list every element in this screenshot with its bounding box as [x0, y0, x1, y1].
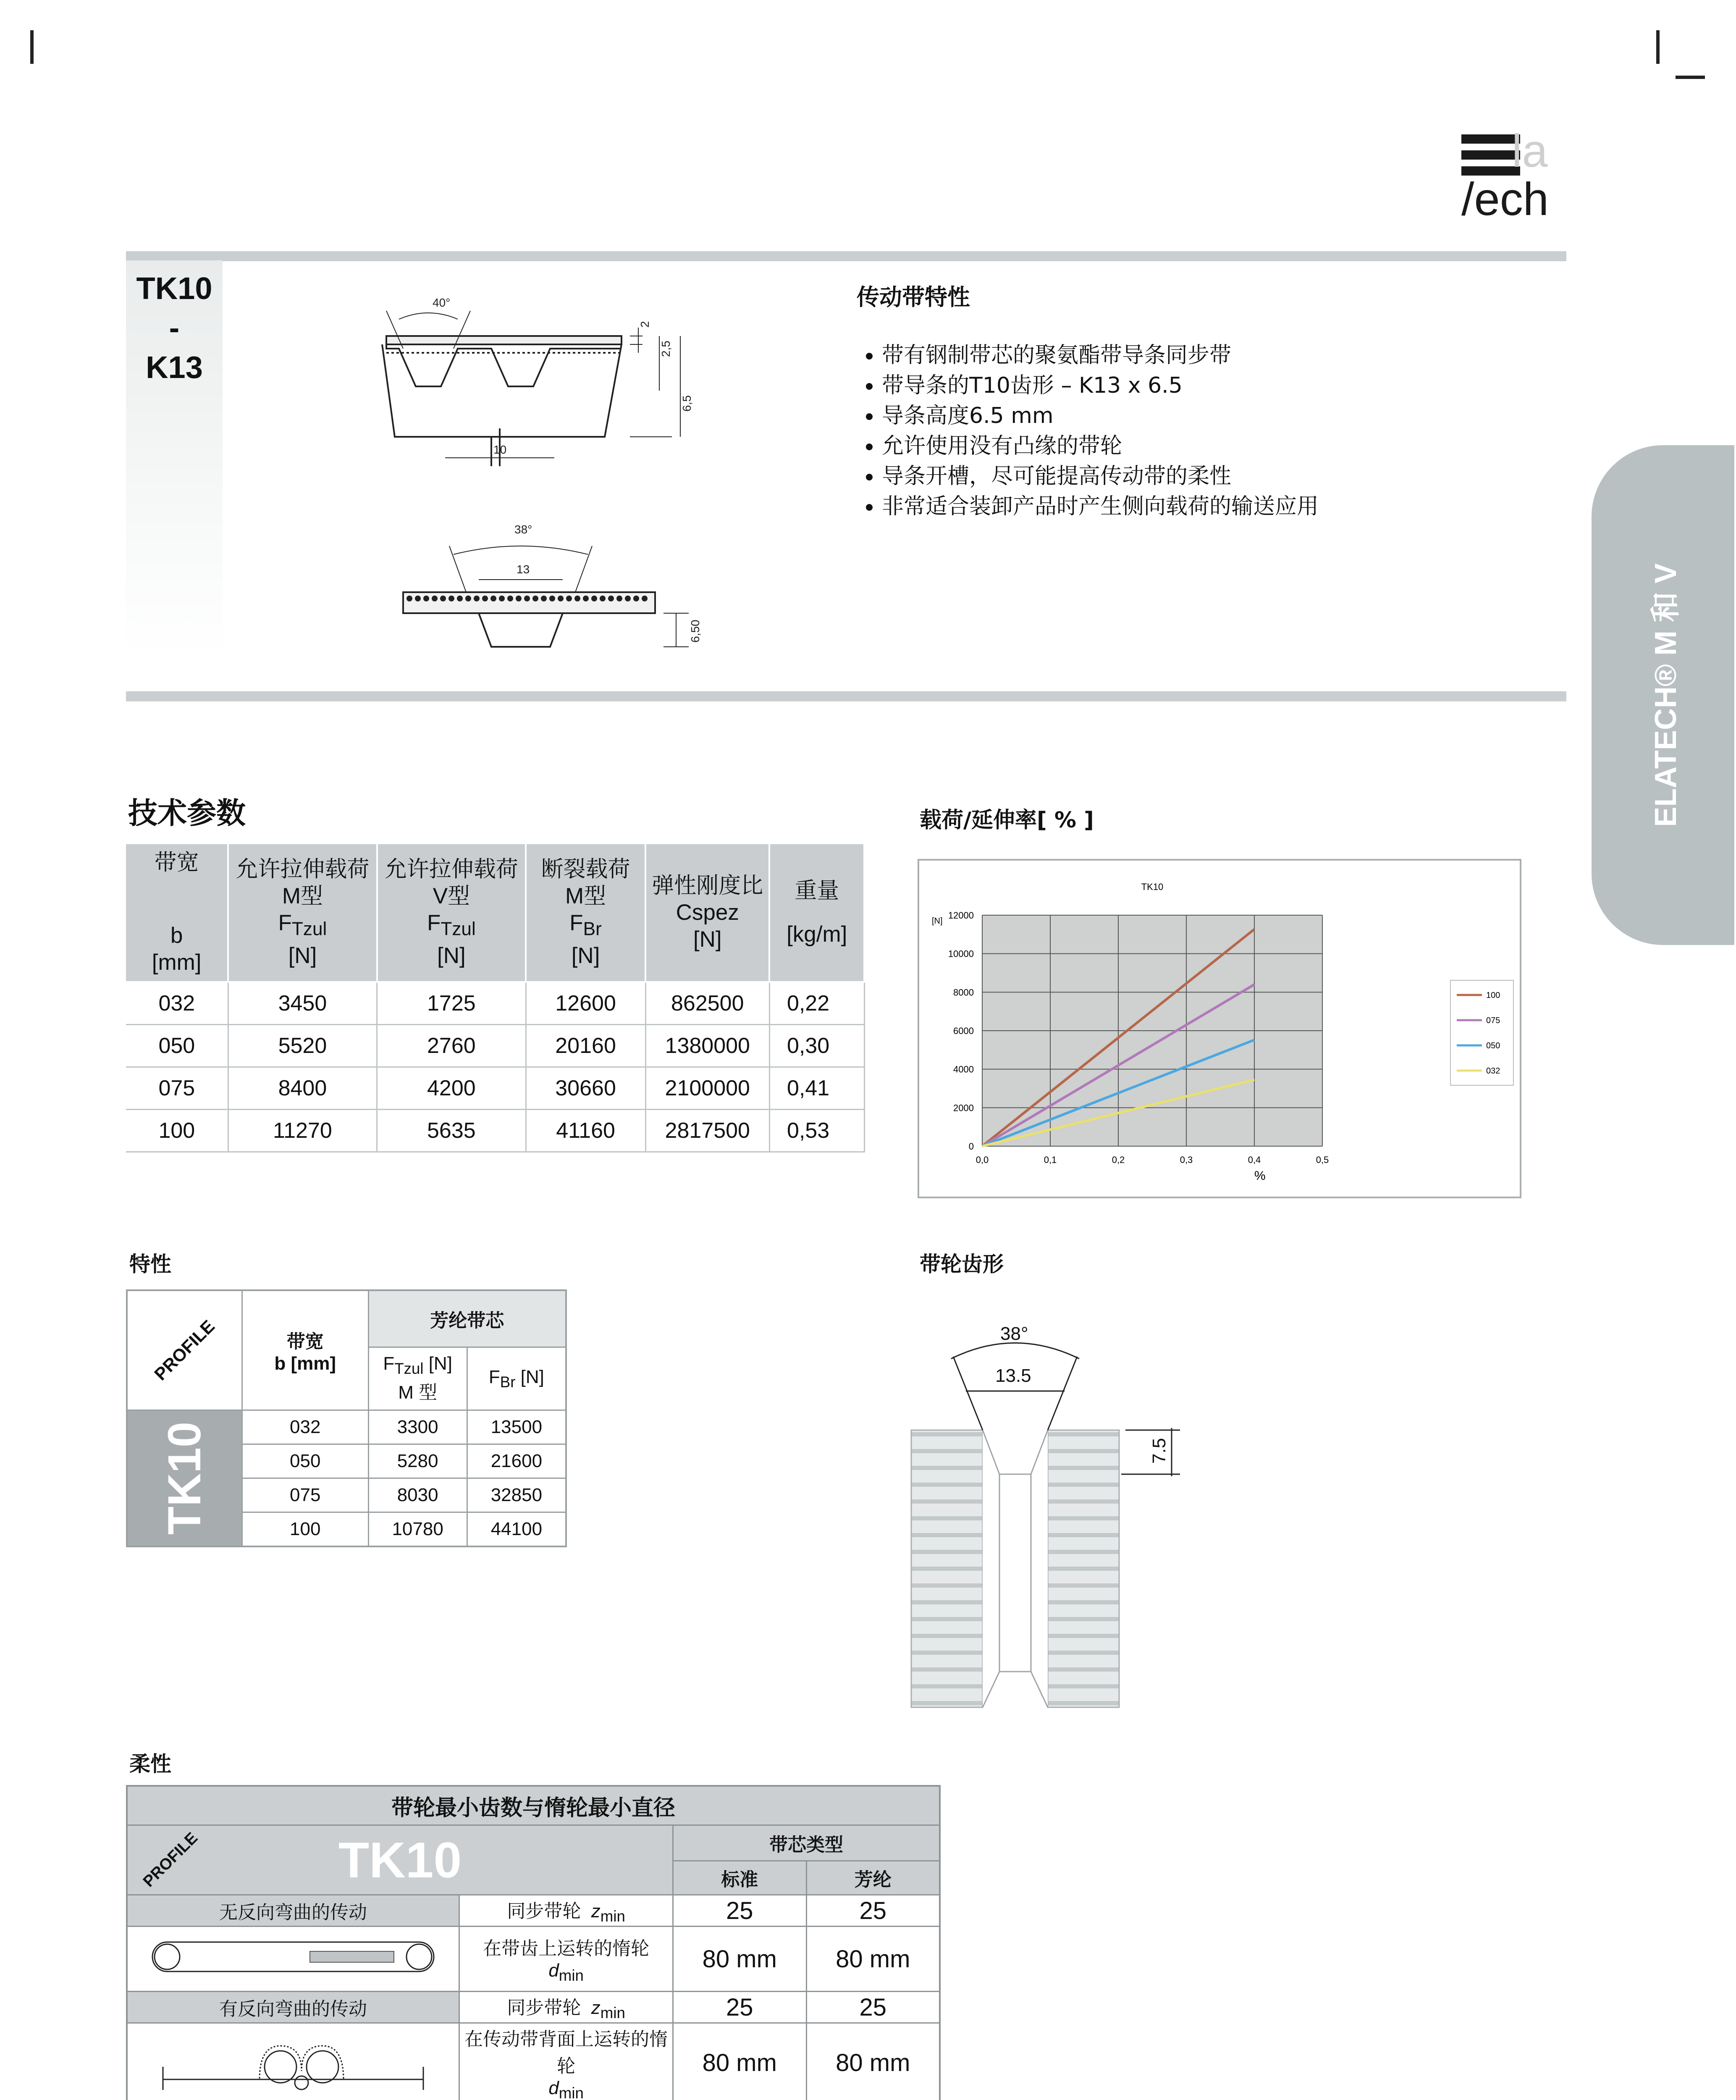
table-row	[126, 1025, 864, 1067]
idler-teeth-label	[459, 1927, 673, 1992]
header-band-bottom	[126, 691, 1566, 701]
feature-item: • 导条开槽，尽可能提高传动带的柔性	[882, 461, 1512, 491]
x-tick-label: 0,4	[1248, 1155, 1261, 1165]
feature-item: • 带有钢制带芯的聚氨酯带导条同步带	[882, 340, 1512, 370]
features-title: 传动带特性	[857, 284, 970, 310]
cell: 075	[242, 1478, 368, 1512]
feature-item: • 导条高度6.5 mm	[882, 401, 1512, 431]
col-standard: 标准	[673, 1861, 806, 1895]
width-header-l2: b [mm]	[274, 1353, 336, 1374]
cell: 100	[126, 1110, 228, 1152]
load-elongation-chart	[919, 861, 1520, 1197]
col-width-l3: b	[170, 923, 183, 948]
col-aramid: 芳纶	[806, 1861, 940, 1895]
flex-table-title: 带轮最小齿数与惰轮最小直径	[127, 1786, 940, 1825]
cell: 25	[673, 1895, 806, 1927]
pulley-title: 带轮齿形	[920, 1252, 1004, 1276]
y-tick-label: 4000	[953, 1064, 974, 1075]
with-reverse-diagram-cell	[127, 2023, 459, 2100]
col-ftzul-m-sym: $F_{Tzul}$	[278, 910, 327, 940]
cell: 25	[673, 1992, 806, 2023]
crop-mark	[1656, 30, 1660, 64]
reverse-drive-icon	[142, 2029, 444, 2092]
feature-item: • 带导条的T10齿形 – K13 x 6.5	[882, 370, 1512, 401]
cell: 8030	[368, 1478, 467, 1512]
dim-height-guide: 6,50	[689, 620, 702, 643]
side-tab-label: ELATECH® M 和 V	[1649, 563, 1683, 827]
cell: 2100000	[645, 1067, 769, 1110]
sync-pulley-label-2: 同步带轮 $z_{min}$	[459, 1992, 673, 2023]
y-tick-label: 2000	[953, 1102, 974, 1113]
col-weight	[769, 844, 864, 982]
table-row	[127, 1410, 566, 1444]
y-tick-label: 0	[968, 1141, 974, 1152]
cell: 0,53	[769, 1110, 864, 1152]
profile-tag-line3: K13	[146, 350, 203, 385]
cell: 100	[242, 1512, 368, 1547]
cell: 80 mm	[806, 2023, 940, 2100]
no-reverse-diagram-cell	[127, 1927, 459, 1992]
cell: 13500	[467, 1410, 566, 1444]
cord-type-header: 带芯类型	[673, 1825, 940, 1861]
sync-pulley-label: 同步带轮 $z_{min}$	[459, 1895, 673, 1927]
cell: 032	[126, 982, 228, 1025]
dim-angle-top: 40°	[433, 296, 451, 309]
logo-letters-bottom: /ech	[1461, 173, 1549, 225]
cell: 4200	[377, 1067, 526, 1110]
table-row	[126, 1110, 864, 1152]
tech-title: 技术参数	[128, 796, 246, 830]
elatech-logo	[1461, 126, 1562, 231]
col-ftzul-v	[377, 844, 526, 982]
col-ftzul-v-l2: V型	[433, 883, 470, 908]
idler-back-text: 在传动带背面上运转的惰轮	[464, 2029, 668, 2076]
belt-profile-drawing	[370, 286, 714, 664]
col-cspez	[645, 844, 769, 982]
y-tick-label: 10000	[948, 948, 974, 959]
header-band-top	[126, 251, 1566, 261]
cell: 5280	[368, 1444, 467, 1478]
dim-pitch: 10	[493, 443, 507, 456]
col-ftzul-m-l4: [N]	[288, 943, 317, 969]
cell: 3300	[368, 1410, 467, 1444]
col-weight-l4: [kg/m]	[787, 922, 847, 947]
legend-label: 050	[1486, 1041, 1500, 1050]
x-tick-label: 0,1	[1044, 1155, 1057, 1165]
flex-table	[126, 1785, 941, 2100]
flex-title: 柔性	[129, 1752, 171, 1776]
col-ftzul-m-l2: M型	[282, 883, 323, 908]
x-tick-label: 0,0	[976, 1155, 989, 1165]
cell: 3450	[228, 982, 377, 1025]
flex-profile-cell	[127, 1825, 673, 1895]
cell: 32850	[467, 1478, 566, 1512]
cell: 80 mm	[673, 1927, 806, 1992]
features-list	[857, 340, 1512, 522]
ftzul-type: M 型	[398, 1382, 438, 1403]
idler-teeth-sym: $d_{min}$	[548, 1960, 584, 1984]
width-header	[242, 1290, 368, 1410]
cell: 12600	[526, 982, 645, 1025]
col-width	[126, 844, 228, 982]
col-width-l4: [mm]	[152, 950, 202, 975]
cell: 80 mm	[806, 1927, 940, 1992]
legend-label: 100	[1486, 991, 1500, 1000]
col-ftzul-m	[228, 844, 377, 982]
cell: 1725	[377, 982, 526, 1025]
cell: 25	[806, 1992, 940, 2023]
cell: 30660	[526, 1067, 645, 1110]
col-fbr-l2: M型	[565, 883, 606, 908]
table-row	[126, 1067, 864, 1110]
col-ftzul-v-l4: [N]	[437, 943, 466, 969]
crop-mark	[30, 30, 34, 64]
with-reverse-label: 有反向弯曲的传动	[127, 1992, 459, 2023]
dim-25: 2,5	[659, 341, 672, 357]
cell: 10780	[368, 1512, 467, 1547]
flex-profile-label: PROFILE	[139, 1829, 202, 1891]
flex-profile-value: TK10	[338, 1832, 462, 1888]
legend-label: 075	[1486, 1016, 1500, 1025]
col-ftzul-v-l1: 允许拉伸载荷	[384, 856, 518, 882]
col-ftzul-m-l1: 允许拉伸载荷	[236, 856, 370, 882]
idler-teeth-text: 在带齿上运转的惰轮	[483, 1938, 650, 1959]
y-tick-label: 6000	[953, 1026, 974, 1036]
col-cspez-l1: 弹性刚度比	[652, 873, 763, 898]
tech-header-row	[126, 844, 864, 982]
cell: 25	[806, 1895, 940, 1927]
pulley-width: 13.5	[995, 1365, 1031, 1386]
profile-cell	[127, 1290, 242, 1410]
profile-value: TK10	[158, 1422, 210, 1535]
profile-tag-line2: -	[169, 310, 180, 345]
col-cspez-l2: Cspez	[676, 900, 739, 925]
profile-value-cell	[127, 1410, 242, 1547]
logo-letters-top: la	[1512, 125, 1548, 177]
col-fbr-l1: 断裂载荷	[541, 856, 630, 882]
x-tick-label: 0,2	[1112, 1155, 1125, 1165]
cell: 0,22	[769, 982, 864, 1025]
x-tick-label: 0,5	[1316, 1155, 1329, 1165]
cell: 2760	[377, 1025, 526, 1067]
cell: 075	[126, 1067, 228, 1110]
dim-2: 2	[638, 321, 651, 328]
cell: 21600	[467, 1444, 566, 1478]
no-reverse-label: 无反向弯曲的传动	[127, 1895, 459, 1927]
props-title: 特性	[129, 1252, 171, 1276]
pulley-angle: 38°	[1000, 1323, 1028, 1344]
dim-width-guide: 13	[517, 563, 530, 576]
feature-item: • 允许使用没有凸缘的带轮	[882, 431, 1512, 461]
col-ftzul-v-sym: $F_{Tzul}$	[427, 910, 476, 940]
width-header-l1: 带宽	[286, 1331, 324, 1352]
chart-section-title: 载荷/延伸率[ % ]	[920, 808, 1094, 833]
profile-tag-line1: TK10	[136, 271, 212, 306]
fbr-header: $F_{Br}$ [N]	[467, 1347, 566, 1410]
idler-back-label	[459, 2023, 673, 2100]
cell: 8400	[228, 1067, 377, 1110]
props-table	[126, 1289, 567, 1547]
legend-label: 032	[1486, 1066, 1500, 1076]
col-fbr	[526, 844, 645, 982]
y-tick-label: 8000	[953, 987, 974, 998]
no-reverse-drive-icon	[142, 1934, 444, 1980]
chart-frame	[918, 859, 1521, 1198]
x-tick-label: 0,3	[1180, 1155, 1193, 1165]
ftzul-sym: $F_{Tzul}$ [N]	[383, 1353, 452, 1377]
cell: 0,41	[769, 1067, 864, 1110]
cell: 032	[242, 1410, 368, 1444]
idler-back-sym: $d_{min}$	[548, 2078, 584, 2100]
tech-table	[126, 844, 865, 1152]
cell: 050	[242, 1444, 368, 1478]
col-fbr-sym: $F_{Br}$	[569, 910, 602, 940]
aramid-header: 芳纶带芯	[368, 1290, 566, 1347]
dim-angle-guide: 38°	[514, 523, 532, 536]
cell: 20160	[526, 1025, 645, 1067]
cell: 5520	[228, 1025, 377, 1067]
y-axis-label: [N]	[932, 916, 943, 926]
cell: 11270	[228, 1110, 377, 1152]
col-width-l1: 带宽	[154, 850, 199, 875]
y-tick-label: 12000	[948, 910, 974, 921]
chart-title: TK10	[1141, 882, 1164, 892]
col-cspez-l4: [N]	[693, 927, 722, 952]
cell: 80 mm	[673, 2023, 806, 2100]
dim-65: 6,5	[680, 395, 693, 412]
side-tab	[1592, 445, 1734, 945]
col-fbr-l4: [N]	[571, 943, 600, 969]
cell: 41160	[526, 1110, 645, 1152]
pulley-profile-drawing	[903, 1302, 1222, 1714]
cell: 2817500	[645, 1110, 769, 1152]
cell: 0,30	[769, 1025, 864, 1067]
cell: 44100	[467, 1512, 566, 1547]
col-weight-l1: 重量	[795, 878, 839, 903]
feature-item: • 非常适合装卸产品时产生侧向载荷的输送应用	[882, 491, 1512, 522]
crop-mark	[1676, 76, 1705, 79]
table-row	[126, 982, 864, 1025]
ftzul-header	[368, 1347, 467, 1410]
cell: 1380000	[645, 1025, 769, 1067]
x-axis-label: %	[1254, 1169, 1266, 1183]
pulley-depth: 7.5	[1149, 1438, 1170, 1464]
cell: 862500	[645, 982, 769, 1025]
cell: 5635	[377, 1110, 526, 1152]
profile-label: PROFILE	[150, 1316, 219, 1384]
profile-tag	[126, 260, 223, 655]
cell: 050	[126, 1025, 228, 1067]
